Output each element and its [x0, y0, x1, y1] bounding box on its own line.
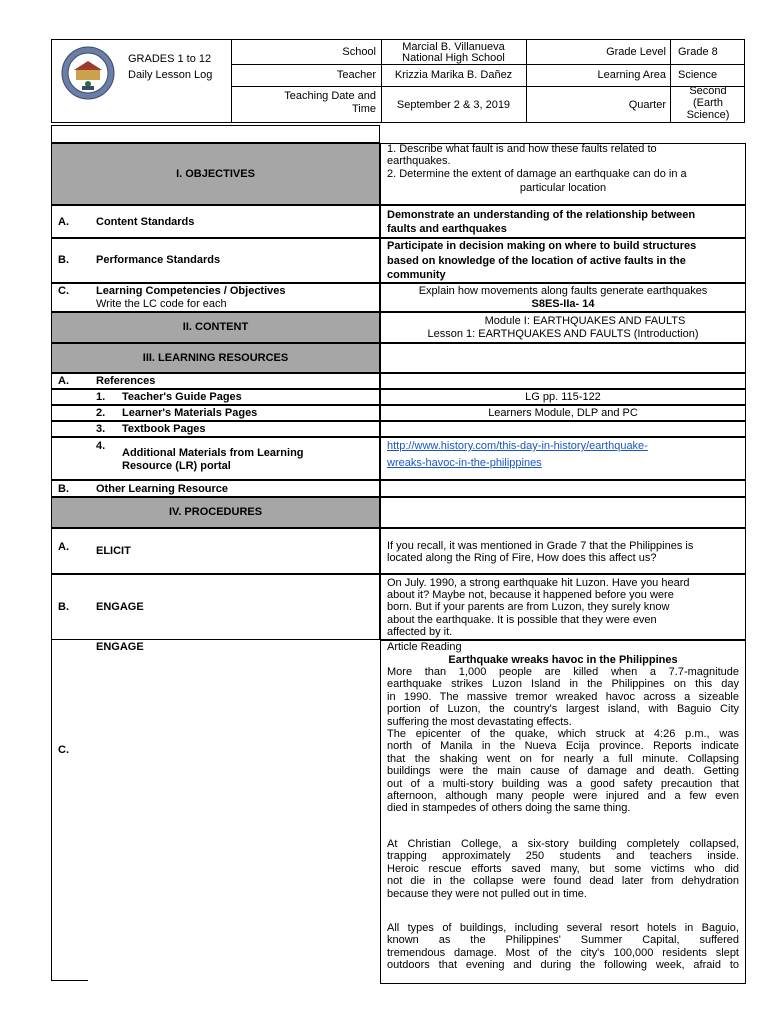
engage-line3: born. But if your parents are from Luzon, they surely know: [387, 601, 670, 613]
lr-portal-link-line1[interactable]: http://www.history.com/this-day-in-history/earthquake-: [387, 440, 648, 452]
engage2-letter: C.: [58, 744, 69, 756]
elicit-label: ELICIT: [96, 545, 131, 557]
school-value-line1: Marcial B. Villanueva: [402, 41, 505, 53]
am-num: 4.: [96, 440, 106, 452]
lm-label: Learner's Materials Pages: [122, 407, 258, 419]
tb-value-cell: [380, 421, 746, 437]
other-label: Other Learning Resource: [96, 483, 229, 495]
procedures-value-cell: [380, 497, 746, 528]
article-line: earthquake strikes Luzon Island in the Philippines on this day: [387, 678, 739, 691]
content-standards-line2: faults and earthquakes: [387, 223, 507, 235]
elicit-letter: A.: [58, 541, 69, 553]
engage-line4: about the earthquake. It is possible that they were even: [387, 614, 657, 626]
article-line: Heroic rescue efforts saved many, but some victims who did: [387, 862, 739, 875]
lm-value: Learners Module, DLP and PC: [488, 407, 638, 419]
objective-1b: earthquakes.: [387, 155, 451, 167]
engage-line5: affected by it.: [387, 626, 453, 638]
quarter-value-line3: Science): [686, 109, 730, 121]
tg-label: Teacher's Guide Pages: [122, 391, 242, 403]
article-line: More than 1,000 people are killed when a 7.7-magnitude: [387, 666, 739, 678]
header-title: GRADES 1 to 12: [128, 53, 212, 65]
elicit-line2: located along the Ring of Fire, How does this affect us?: [387, 552, 657, 564]
tb-label: Textbook Pages: [122, 423, 206, 435]
article-line: All types of buildings, including several resort hotels in Baguio,: [387, 922, 739, 934]
school-value-line2: National High School: [402, 52, 505, 64]
date-value: September 2 & 3, 2019: [396, 98, 511, 111]
learning-area-value: Science: [678, 69, 718, 81]
blank-row: [51, 125, 380, 143]
article-line: outdoors that evening and during the following week, afraid to: [387, 959, 739, 972]
content-standards-label: Content Standards: [96, 216, 195, 228]
learning-area-label: Learning Area: [597, 69, 666, 81]
article-line: portion of Luzon, the country's largest island, with Baguio City: [387, 703, 739, 716]
tg-value: LG pp. 115-122: [525, 391, 601, 403]
article-line: not die in the collapse were found dead later from dehydration: [387, 875, 739, 888]
other-value-cell: [380, 480, 746, 497]
article-line: tremendous damage. Most of the city's 100,000 residents slept: [387, 946, 739, 959]
article-line: that the shaking went on for nearly a full minute. Collapsing: [387, 752, 739, 765]
engage-letter: B.: [58, 601, 69, 613]
resources-heading: III. LEARNING RESOURCES: [142, 352, 289, 364]
article-line: The epicenter of the quake, which struck at 4:26 p.m., was: [387, 728, 739, 740]
article-line: afternoon, although many people were injured and a few even: [387, 790, 739, 802]
article-title: Earthquake wreaks havoc in the Philippines: [448, 654, 678, 666]
objective-2b: particular location: [519, 182, 607, 194]
objective-2a: 2. Determine the extent of damage an earthquake can do in a: [387, 168, 687, 180]
article-line: trapping approximately 250 students and teachers inside.: [387, 850, 739, 863]
engage2-label: ENGAGE: [96, 641, 144, 653]
content-standards-letter: A.: [58, 216, 69, 228]
grade-level-value: Grade 8: [678, 46, 718, 58]
article-line: died in stampedes of others doing the same thing.: [387, 802, 631, 815]
performance-standards-letter: B.: [58, 254, 69, 266]
engage-line2: about it? Maybe not, because it happened before you were: [387, 589, 674, 601]
references-label: References: [96, 375, 156, 387]
quarter-value-line1: Second: [689, 85, 727, 97]
procedures-heading: IV. PROCEDURES: [168, 506, 263, 518]
objective-1a: 1. Describe what fault is and how these faults related to: [387, 143, 657, 155]
other-letter: B.: [58, 483, 69, 495]
header-subtitle: Daily Lesson Log: [128, 69, 213, 81]
references-value-cell: [380, 373, 746, 389]
lr-portal-link-line2[interactable]: wreaks-havoc-in-the-philippines: [387, 457, 542, 469]
grade-level-label: Grade Level: [606, 46, 666, 58]
article-label: Article Reading: [387, 641, 462, 653]
elicit-line1: If you recall, it was mentioned in Grade 7 that the Philippines is: [387, 540, 694, 552]
article-line: known as the Philippines' Summer Capital, suffered: [387, 934, 739, 947]
quarter-value-line2: (Earth: [693, 97, 723, 109]
article-line: At Christian College, a six-story building completely collapsed,: [387, 838, 739, 850]
article-line: out of a multi-story building was a good safety precaution that: [387, 777, 739, 790]
engage-line1: On July. 1990, a strong earthquake hit Luzon. Have you heard: [387, 577, 690, 589]
tb-num: 3.: [96, 423, 106, 435]
competencies-label: Learning Competencies / Objectives: [96, 285, 286, 297]
content-standards-line1: Demonstrate an understanding of the relationship between: [387, 209, 696, 221]
competencies-value: Explain how movements along faults generate earthquakes: [418, 285, 708, 297]
competencies-sublabel: Write the LC code for each: [96, 298, 227, 310]
date-label-line2: Time: [351, 103, 376, 115]
performance-standards-label: Performance Standards: [96, 254, 221, 266]
bottom-stub: [51, 980, 88, 981]
performance-standards-line1: Participate in decision making on where to build structures: [387, 240, 697, 252]
tg-num: 1.: [96, 391, 106, 403]
performance-standards-line3: community: [387, 269, 446, 281]
teacher-label: Teacher: [336, 69, 376, 81]
article-line: north of Manila in the Nueva Ecija province. Reports indicate: [387, 740, 739, 753]
header-table: [51, 39, 745, 123]
content-heading: II. CONTENT: [182, 321, 249, 333]
competencies-letter: C.: [58, 285, 69, 297]
quarter-label: Quarter: [628, 98, 666, 111]
date-label-line1: Teaching Date and: [284, 90, 376, 102]
left-border: [51, 640, 52, 980]
performance-standards-line2: based on knowledge of the location of active faults in the: [387, 255, 686, 267]
teacher-value: Krizzia Marika B. Dañez: [394, 69, 513, 81]
resources-value-cell: [380, 343, 746, 373]
content-lesson: Lesson 1: EARTHQUAKES AND FAULTS (Introduction): [427, 328, 699, 340]
school-label: School: [342, 46, 376, 58]
lm-num: 2.: [96, 407, 106, 419]
am-label-line1: Additional Materials from Learning: [122, 447, 304, 459]
competencies-code: S8ES-IIa- 14: [531, 298, 595, 310]
objectives-heading: I. OBJECTIVES: [176, 168, 255, 180]
engage-label: ENGAGE: [96, 601, 144, 613]
content-module: Module I: EARTHQUAKES AND FAULTS: [484, 315, 686, 327]
article-line: suffering the most devastating effects.: [387, 715, 572, 728]
article-line: because they were not pulled out in time.: [387, 887, 587, 900]
am-label-line2: Resource (LR) portal: [122, 460, 231, 472]
references-letter: A.: [58, 375, 69, 387]
article-line: in 1990. The massive tremor wreaked havoc across a sizeable: [387, 690, 739, 703]
article-line: buildings were the main cause of damage and death. Getting: [387, 765, 739, 778]
